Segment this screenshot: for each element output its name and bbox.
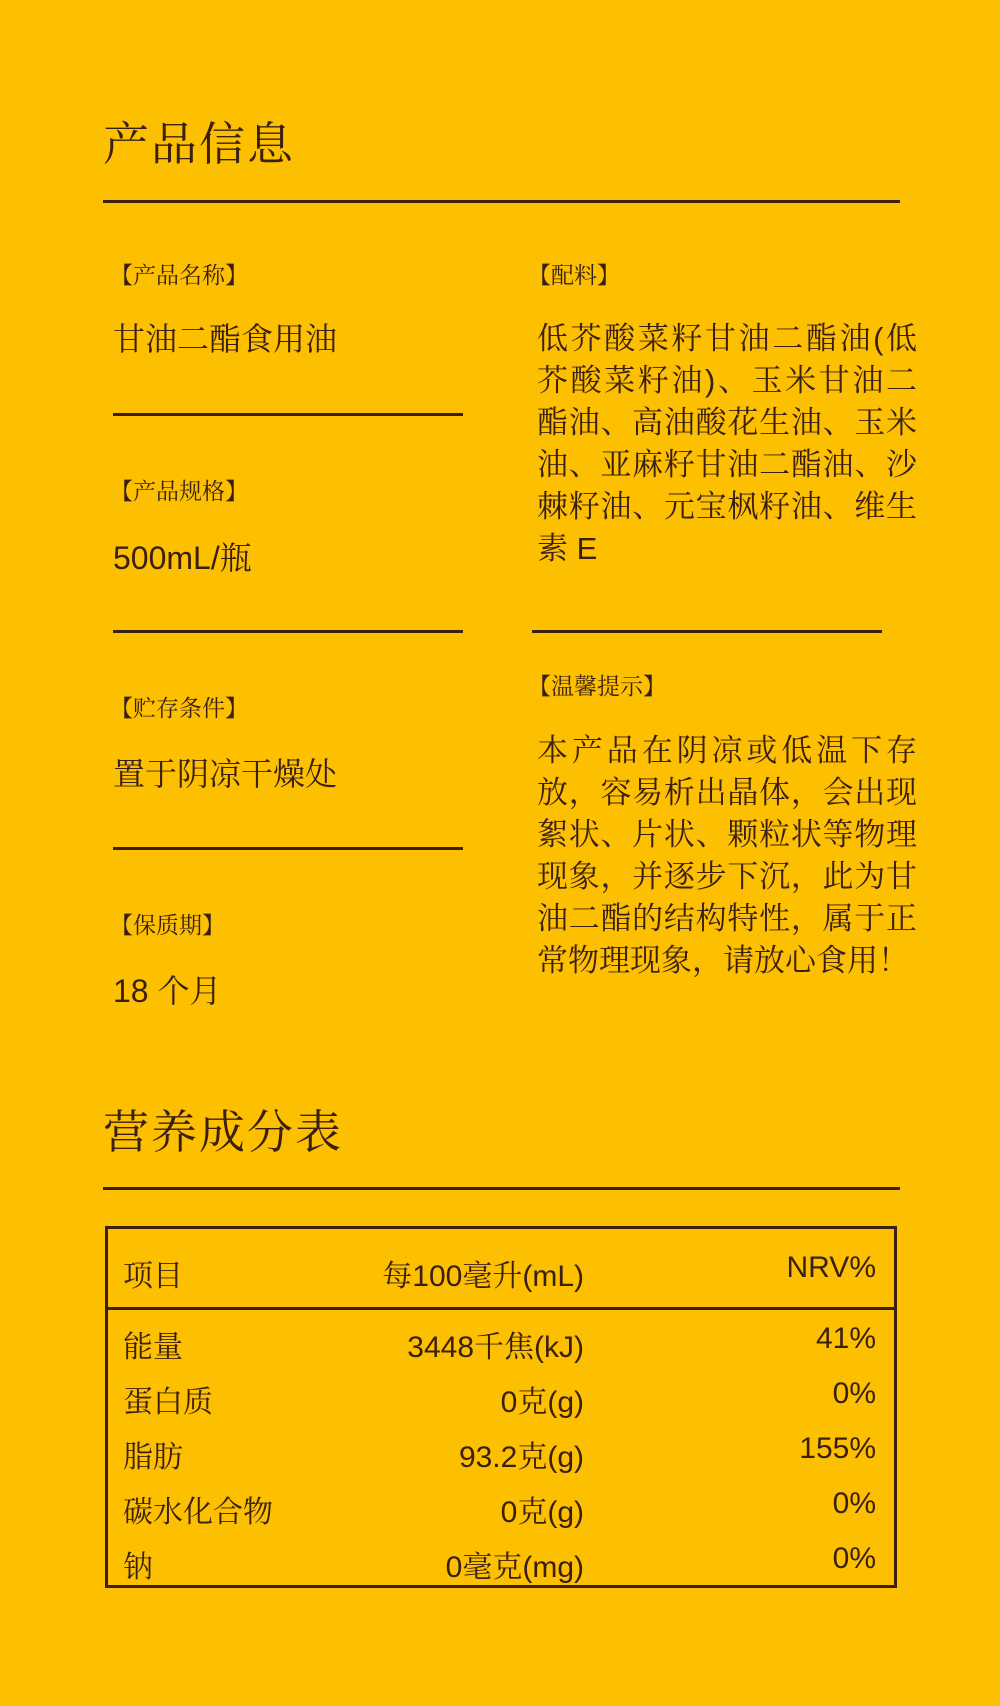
row-item: 碳水化合物 <box>123 1496 273 1529</box>
row-amount: 0毫克(mg) <box>445 1551 584 1584</box>
product-spec-label: 【产品规格】 <box>110 478 248 504</box>
row-item: 蛋白质 <box>123 1386 213 1419</box>
header-nrv: NRV% <box>786 1251 876 1284</box>
row-nrv: 41% <box>815 1322 876 1355</box>
header-item: 项目 <box>123 1260 183 1293</box>
row-item: 钠 <box>123 1551 153 1584</box>
shelf-life-label: 【保质期】 <box>110 912 225 938</box>
shelf-life-value: 18 个月 <box>113 973 222 1009</box>
row-nrv: 155% <box>799 1432 876 1465</box>
storage-label: 【贮存条件】 <box>110 695 248 721</box>
table-header-row <box>108 1229 894 1310</box>
field-divider <box>113 847 463 850</box>
product-spec-value: 500mL/瓶 <box>113 540 252 576</box>
row-item: 能量 <box>123 1331 183 1364</box>
tips-text: 本产品在阴凉或低温下存放，容易析出晶体，会出现絮状、片状、颗粒状等物理现象，并逐步下沉，此为甘油二酯的结构特性，属于正常物理现象，请放心食用！ <box>537 733 917 978</box>
row-amount: 93.2克(g) <box>458 1441 584 1474</box>
nutrition-title: 营养成分表 <box>103 1106 343 1158</box>
row-item: 脂肪 <box>123 1441 183 1474</box>
storage-value: 置于阴凉干燥处 <box>113 756 338 792</box>
title-divider <box>103 1187 900 1190</box>
tips-label: 【温馨提示】 <box>528 673 666 699</box>
row-nrv: 0% <box>832 1487 876 1520</box>
field-divider <box>113 413 463 416</box>
product-name-label: 【产品名称】 <box>110 262 248 288</box>
ingredients-label: 【配料】 <box>528 262 620 288</box>
row-nrv: 0% <box>832 1542 876 1575</box>
row-amount: 0克(g) <box>500 1386 584 1419</box>
row-amount: 3448千焦(kJ) <box>407 1331 584 1364</box>
ingredients-text: 低芥酸菜籽甘油二酯油(低芥酸菜籽油)、玉米甘油二酯油、高油酸花生油、玉米油、亚麻籽甘油二酯油、沙棘籽油、元宝枫籽油、维生素 E <box>537 321 917 566</box>
nutrition-table <box>105 1226 897 1588</box>
row-amount: 0克(g) <box>500 1496 584 1529</box>
header-per-100ml: 每100毫升(mL) <box>382 1260 584 1293</box>
row-nrv: 0% <box>832 1377 876 1410</box>
field-divider <box>113 630 463 633</box>
field-divider <box>532 630 882 633</box>
product-name-value: 甘油二酯食用油 <box>113 321 338 357</box>
title-divider <box>103 200 900 203</box>
product-info-title: 产品信息 <box>103 118 295 170</box>
